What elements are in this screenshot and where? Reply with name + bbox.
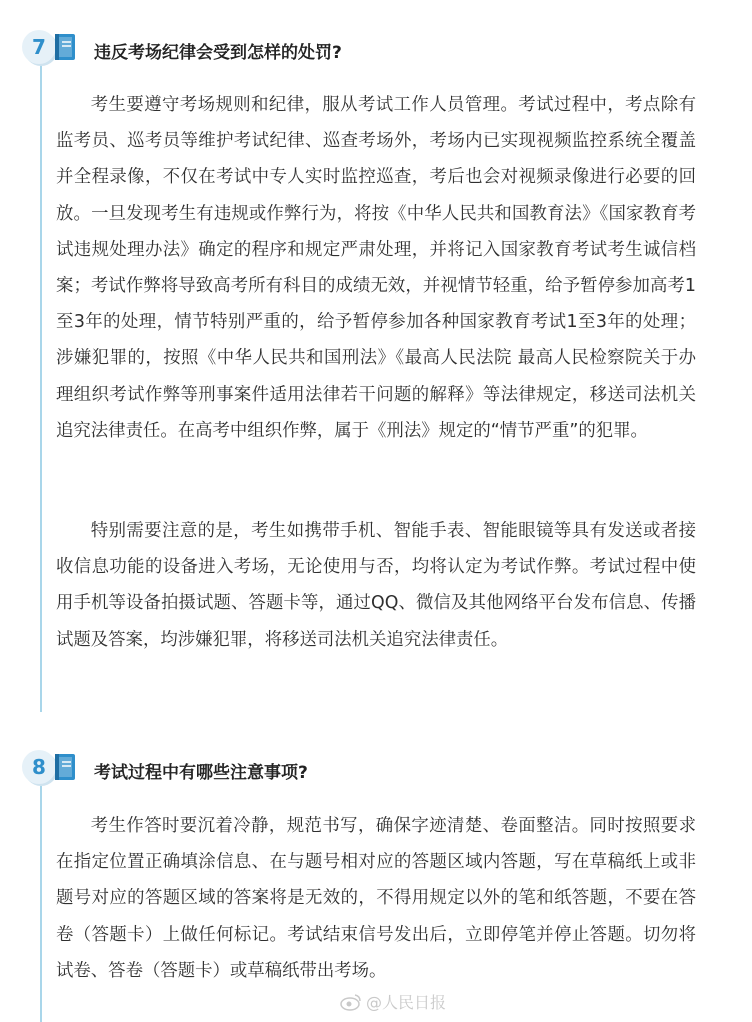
section-7-number: 7	[32, 35, 46, 59]
section-7-line	[40, 64, 42, 712]
weibo-icon	[340, 993, 362, 1011]
section-8-number: 8	[32, 755, 46, 779]
section-7-paragraph-1: 考生要遵守考场规则和纪律，服从考试工作人员管理。考试过程中，考点除有监考员、巡考员等维护考试纪律、巡查考场外，考场内已实现视频监控系统全覆盖并全程录像，不仅在考试中专人实时监控巡查，考后也会对视频录像进行必要的回放。一旦发现考生有违规或作弊行为，将按《中华人民共和国教育法》《国家教育考试违规处理办法》确定的程序和规定严肃处理，并将记入国家教育考试考生诚信档案；考试作弊将导致高考所有科目的成绩无效，并视情节轻重，给予暂停参加高考1至3年的处理，情节特别严重的，给予暂停参加各种国家教育考试1至3年的处理；涉嫌犯罪的，按照《中华人民共和国刑法》《最高人民法院 最高人民检察院关于办理组织考试作弊等刑事案件适用法律若干问题的解释》等法律规定，移送司法机关追究法律责任。在高考中组织作弊，属于《刑法》规定的“情节严重”的犯罪。	[56, 95, 696, 441]
section-8-line	[40, 786, 42, 1022]
section-8-title: 考试过程中有哪些注意事项?	[94, 763, 308, 783]
watermark-text: @人民日报	[366, 993, 447, 1012]
watermark	[340, 990, 446, 1013]
book-icon	[52, 32, 78, 62]
section-8-paragraph-1: 考生作答时要沉着冷静，规范书写，确保字迹清楚、卷面整洁。同时按照要求在指定位置正确填涂信息、在与题号相对应的答题区域内答题，写在草稿纸上或非题号对应的答题区域的答案将是无效的，不得用规定以外的笔和纸答题，不要在答卷（答题卡）上做任何标记。考试结束信号发出后，立即停笔并停止答题。切勿将试卷、答卷（答题卡）或草稿纸带出考场。	[56, 816, 696, 981]
section-7-paragraph-2: 特别需要注意的是，考生如携带手机、智能手表、智能眼镜等具有发送或者接收信息功能的设备进入考场，无论使用与否，均将认定为考试作弊。考试过程中使用手机等设备拍摄试题、答题卡等，通过QQ、微信及其他网络平台发布信息、传播试题及答案，均涉嫌犯罪，将移送司法机关追究法律责任。	[56, 521, 696, 650]
section-8-badge	[22, 750, 56, 784]
book-icon	[52, 752, 78, 782]
section-7-badge	[22, 30, 56, 64]
section-7-title: 违反考场纪律会受到怎样的处罚?	[94, 43, 342, 63]
